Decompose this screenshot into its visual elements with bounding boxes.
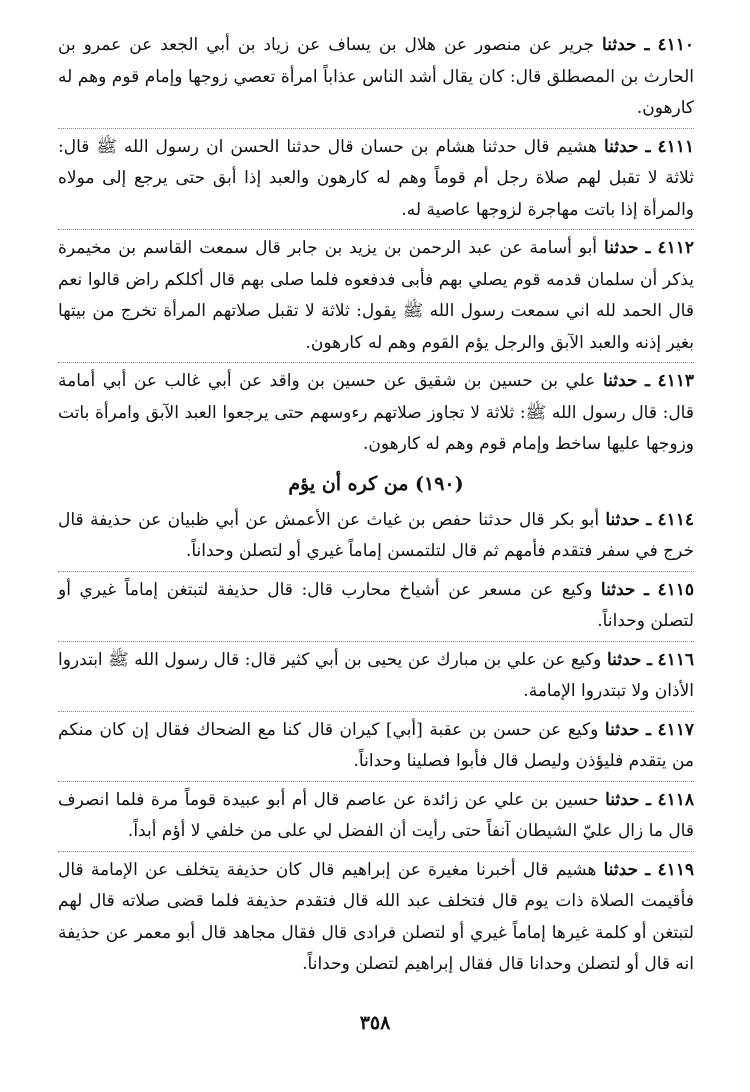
dotted-divider: [58, 128, 694, 129]
hadith-lead-word: حدثنا: [604, 719, 640, 740]
dotted-divider: [58, 711, 694, 712]
dotted-divider: [58, 571, 694, 572]
dotted-divider: [58, 362, 694, 363]
hadith-dash: ـ: [645, 719, 651, 740]
hadith-dash: ـ: [645, 859, 651, 880]
hadith-text: هشيم قال أخبرنا مغيرة عن إبراهيم قال كان حذيفة يتخلف عن الإمامة قال فأقيمت الصلاة ذات يوم قال فتخلف عبد الله قال فتقدم حذيفة فلما قضى صلاته قال لهم لتبتغن أو كلمة غيرها إماماً غيري أو لتصلن فرادى قال فقال مجاهد قال أبو معمر عن حذيفة انه قال أو لتصلن وحدانا قال فقال إبراهيم لتصلن وحداناً.: [58, 859, 694, 974]
hadith-dash: ـ: [643, 579, 649, 600]
dotted-divider: [58, 781, 694, 782]
hadith-lead-word: حدثنا: [603, 859, 639, 880]
hadith-dash: ـ: [646, 649, 652, 670]
hadith-lead-word: حدثنا: [602, 371, 638, 391]
hadith-text: وكيع عن مسعر عن أشياخ محارب قال: قال حذيفة لتبتغن إماماً غيري أو لتصلن وحداناً.: [58, 579, 694, 631]
page-body: [58, 30, 694, 981]
hadith-number: ٤١١٤: [657, 509, 695, 530]
hadith-number: ٤١١٢: [657, 238, 695, 258]
hadith-dash: ـ: [644, 35, 650, 55]
hadith-text: أبو أسامة عن عبد الرحمن بن يزيد بن جابر قال سمعت القاسم بن مخيمرة يذكر أن سلمان قدمه قوم يصلي بهم فأبى فدفعوه فلما صلى بهم قال أكلكم راض قالوا نعم قال الحمد لله اني سمعت رسول الله ﷺ يقول: ثلاثة لا تقبل صلاتهم المرأة تخرج من بيتها بغير إذنه والعبد الآبق والرجل يؤم القوم وهم له كارهون.: [58, 238, 694, 353]
hadith-entry: [58, 233, 694, 359]
hadith-number: ٤١١٦: [657, 649, 695, 670]
hadith-number: ٤١١٠: [657, 35, 695, 55]
hadith-lead-word: حدثنا: [605, 789, 640, 810]
hadith-number: ٤١١١: [657, 136, 694, 157]
dotted-divider: [58, 641, 694, 642]
hadith-text: وكيع عن حسن بن عقبة [أبي] كيران قال كنا مع الضحاك فقال إن كان منكم من يتقدم فليؤذن وليصل قال فأبوا فصلينا وحداناً.: [58, 719, 694, 771]
hadith-lead-word: حدثنا: [606, 649, 642, 670]
hadith-entry: [58, 30, 694, 125]
dotted-divider: [58, 229, 694, 230]
hadith-lead-word: حدثنا: [602, 35, 637, 55]
hadith-entry: [58, 505, 694, 568]
hadith-dash: ـ: [644, 371, 650, 391]
hadith-text: أبو بكر قال حدثنا حفص بن غياث عن الأعمش عن أبي ظبيان عن حذيفة قال خرج في سفر فتقدم فأمهم ثم قال لتلتمسن إماماً غيري أو لتصلن وحداناً.: [58, 509, 694, 561]
hadith-lead-word: حدثنا: [600, 579, 636, 600]
hadith-text: حسين بن علي عن زائدة عن عاصم قال أم أبو عبيدة قوماً مرة فلما انصرف قال ما زال عليّ الشيطان آنفاً حتى رأيت أن الفضل لي على من خلفي لا أؤم أبداً.: [58, 789, 694, 841]
hadith-lead-word: حدثنا: [604, 238, 639, 258]
hadith-lead-word: حدثنا: [604, 136, 639, 157]
hadith-number: ٤١١٧: [657, 719, 694, 740]
hadith-entry: [58, 715, 694, 778]
hadith-text: وكيع عن علي بن مبارك عن يحيى بن أبي كثير قال: قال رسول الله ﷺ ابتدروا الأذان ولا تبتدروا الإمامة.: [58, 649, 694, 701]
hadith-entry: [58, 366, 694, 461]
hadith-text: جرير عن منصور عن هلال بن يساف عن زياد بن أبي الجعد عن عمرو بن الحارث بن المصطلق قال: كان يقال أشد الناس عذاباً امرأة تعصي زوجها وإمام قوم وهم له كارهون.: [58, 35, 694, 118]
hadith-number: ٤١١٨: [657, 789, 695, 810]
hadith-text: علي بن حسين بن شقيق عن حسين بن واقد عن أبي غالب عن أبي أمامة قال: قال رسول الله ﷺ: ثلاثة لا تجاوز صلاتهم رءوسهم حتى يرجعوا العبد الآبق وامرأة باتت وزوجها عليها ساخط وإمام قوم وهم له كارهون.: [58, 371, 694, 454]
hadith-entry: [58, 785, 694, 848]
hadith-entry: [58, 855, 694, 981]
hadith-dash: ـ: [645, 136, 651, 157]
hadith-lead-word: حدثنا: [605, 509, 640, 530]
hadith-number: ٤١١٩: [657, 859, 695, 880]
hadith-dash: ـ: [646, 789, 652, 810]
hadith-dash: ـ: [645, 238, 651, 258]
hadith-text: هشيم قال حدثنا هشام بن حسان قال حدثنا الحسن ان رسول الله ﷺ قال: ثلاثة لا تقبل لهم صلاة رجل أم قوماً وهم له كارهون والعبد إذا أبق حتى يرجع إلى مولاه والمرأة إذا باتت مهاجرة لزوجها عاصية له.: [58, 136, 694, 220]
hadith-number: ٤١١٣: [657, 371, 694, 391]
chapter-heading: (١٩٠) من كره أن يؤم: [288, 472, 464, 495]
hadith-entry: [58, 132, 694, 227]
hadith-entry: [58, 645, 694, 708]
dotted-divider: [58, 851, 694, 852]
hadith-dash: ـ: [646, 509, 652, 530]
hadith-entry: [58, 575, 694, 638]
page-number: ٣٥٨: [359, 1012, 391, 1034]
hadith-number: ٤١١٥: [657, 579, 694, 600]
